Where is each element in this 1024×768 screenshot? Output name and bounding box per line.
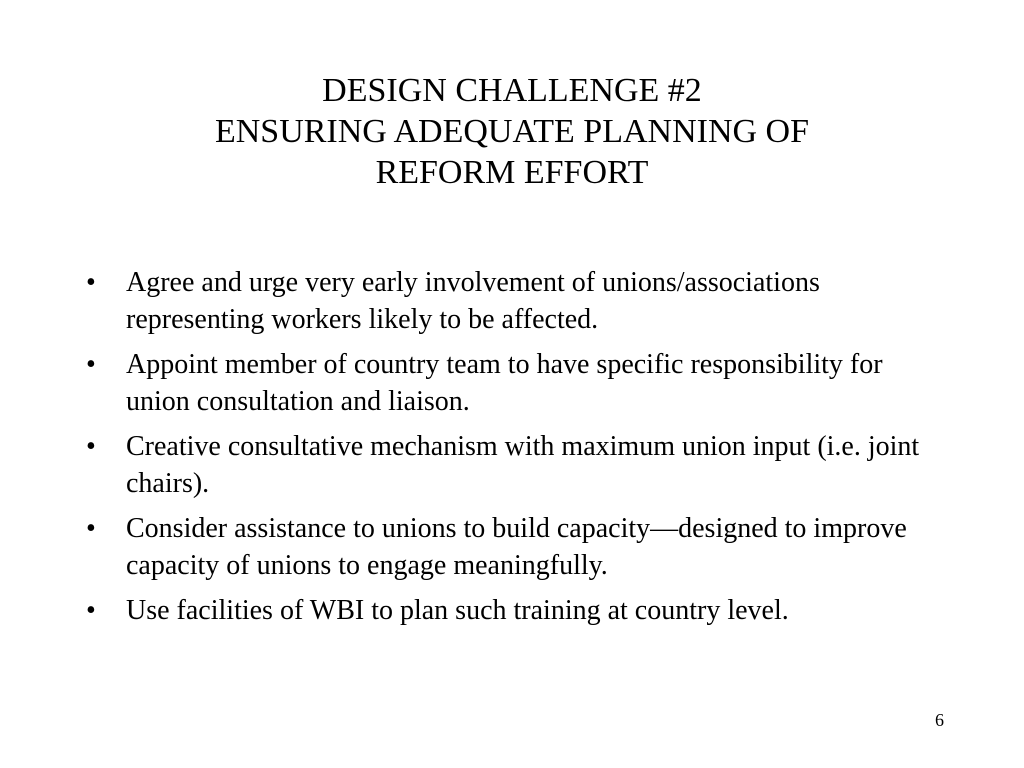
bullet-item — [86, 264, 946, 338]
bullet-item — [86, 510, 946, 584]
bullet-item — [86, 346, 946, 420]
bullet-list — [86, 264, 946, 637]
bullet-marker: • — [86, 267, 96, 298]
bullet-item — [86, 428, 946, 502]
slide-title — [100, 70, 924, 193]
bullet-text: Creative consultative mechanism with maximum union input (i.e. joint chairs). — [126, 431, 920, 499]
bullet-text: Appoint member of country team to have specific responsibility for union consultation and liaison. — [126, 349, 883, 417]
bullet-marker: • — [86, 431, 96, 462]
bullet-marker: • — [86, 513, 96, 544]
bullet-item — [86, 592, 946, 629]
bullet-text: Use facilities of WBI to plan such training at country level. — [126, 595, 789, 626]
title-line-3: REFORM EFFORT — [375, 154, 649, 191]
bullet-text: Consider assistance to unions to build capacity—designed to improve capacity of unions to engage meaningfully. — [126, 513, 907, 581]
page-number: 6 — [935, 710, 944, 730]
bullet-marker: • — [86, 349, 96, 380]
bullet-text: Agree and urge very early involvement of unions/associations representing workers likely to be affected. — [126, 267, 820, 335]
title-line-1: DESIGN CHALLENGE #2 — [322, 72, 702, 109]
title-line-2: ENSURING ADEQUATE PLANNING OF — [214, 113, 810, 150]
bullet-marker: • — [86, 595, 96, 626]
